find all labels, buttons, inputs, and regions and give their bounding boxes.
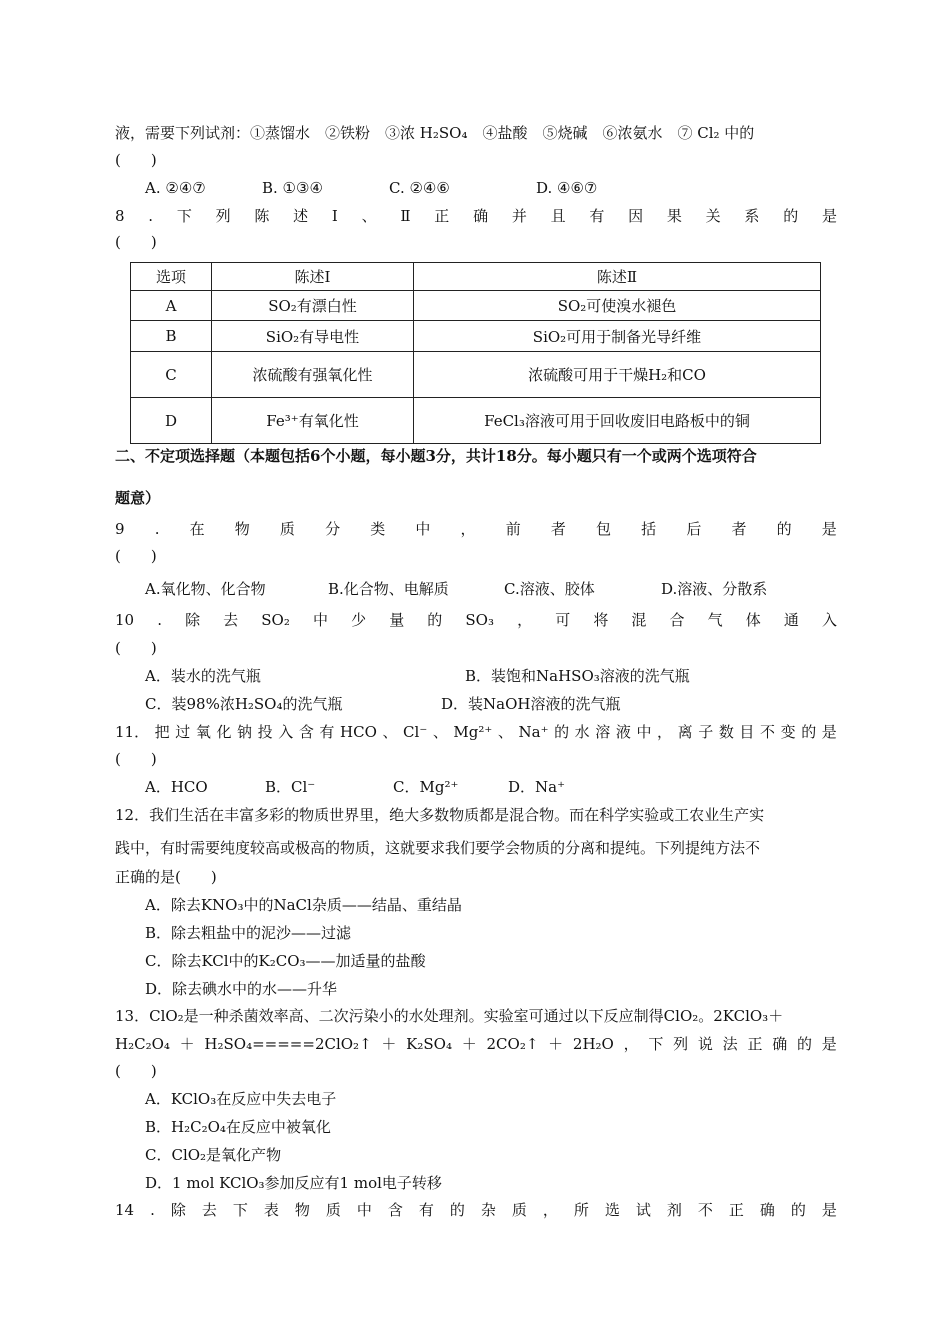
table-row [131, 291, 821, 321]
stem-token: 除 [170, 1201, 186, 1219]
stem-token: 因 [628, 207, 644, 225]
stem-token: ＋ [461, 1035, 477, 1053]
stem-token: 变 [780, 723, 796, 741]
stem-token: 选 [604, 1201, 620, 1219]
stem-token: 确 [772, 1035, 788, 1053]
table-header-row [131, 263, 821, 291]
stem-token: 去 [201, 1201, 217, 1219]
stem-token: Na⁺ [518, 723, 549, 741]
stem-token: 表 [263, 1201, 279, 1219]
q13-paren: ( ) [115, 1062, 157, 1080]
stem-token: 将 [593, 611, 609, 629]
q9-stem [115, 519, 837, 539]
stem-token: 的 [776, 520, 792, 538]
stem-token: 是 [821, 207, 837, 225]
stem-token: 液 [615, 723, 631, 741]
stem-token: 投 [257, 723, 273, 741]
stem-token: 中 [356, 1201, 372, 1219]
stem-token: 陈 [254, 207, 270, 225]
stem-token: 是 [821, 723, 837, 741]
stem-token: ＋ [179, 1035, 195, 1053]
q11-options [145, 777, 565, 797]
stem-token: 9 [115, 520, 125, 538]
stem-token: 离 [677, 723, 693, 741]
stem-token: 、 [432, 723, 448, 741]
table-cell: 浓硫酸有强氧化性 [212, 352, 414, 398]
q11-stem [115, 722, 837, 742]
q12-option-d: D．除去碘水中的水——升华 [145, 980, 338, 998]
stem-token: 的 [796, 1035, 812, 1053]
stem-token: ， [517, 611, 533, 629]
stem-token: Ⅱ [400, 207, 411, 225]
stem-token: 果 [666, 207, 682, 225]
stem-token: 8 [115, 207, 125, 225]
table-cell: D [131, 398, 212, 444]
stem-token: 下 [176, 207, 192, 225]
table-cell: SO₂有漂白性 [212, 291, 414, 321]
q13-option-d: D．1 mol KClO₃参加反应有1 mol电子转移 [145, 1174, 442, 1192]
q10-stem [115, 610, 837, 630]
stem-token: Ⅰ [331, 207, 338, 225]
stem-token: Cl⁻ [403, 723, 428, 741]
table-header-cell: 选项 [131, 263, 212, 291]
q12-stem-line2: 践中，有时需要纯度较高或极高的物质，这就要求我们要学会物质的分离和提纯。下列提纯方法不 [115, 839, 761, 857]
stem-token: 并 [511, 207, 527, 225]
q10-option-c: C．装98%浓H₂SO₄的洗气瓶 [145, 695, 343, 713]
stem-token: 、 [382, 723, 398, 741]
stem-token: 中 [312, 611, 328, 629]
q13-option-b: B．H₂C₂O₄在反应中被氧化 [145, 1118, 331, 1136]
stem-token: 中 [415, 520, 431, 538]
q10-options-row2 [145, 694, 620, 714]
stem-token: . [154, 520, 160, 538]
stem-token: 后 [686, 520, 702, 538]
stem-token: 说 [697, 1035, 713, 1053]
table-row [131, 398, 821, 444]
stem-token: 去 [223, 611, 239, 629]
q12-option-b: B．除去粗盐中的泥沙——过滤 [145, 924, 352, 942]
q9-option-b: B.化合物、电解质 [328, 580, 449, 598]
stem-token: 目 [739, 723, 755, 741]
stem-token: 水 [574, 723, 590, 741]
table-cell: SiO₂可用于制备光导纤维 [414, 321, 821, 352]
q14-stem [115, 1200, 837, 1220]
stem-token: 的 [790, 1201, 806, 1219]
stem-token: 述 [293, 207, 309, 225]
stem-token: 下 [232, 1201, 248, 1219]
table-cell: A [131, 291, 212, 321]
table-cell: SiO₂有导电性 [212, 321, 414, 352]
stem-token: 、 [497, 723, 513, 741]
stem-token: 不 [760, 723, 776, 741]
stem-token: ， [657, 723, 673, 741]
stem-token: 者 [550, 520, 566, 538]
stem-token: 正 [728, 1201, 744, 1219]
q12-stem-line3: 正确的是( ) [115, 868, 217, 886]
table-header-cell: 陈述Ⅰ [212, 263, 414, 291]
stem-token: 化 [216, 723, 232, 741]
q8-stem [115, 206, 837, 226]
table-cell: FeCl₃溶液可用于回收废旧电路板中的铜 [414, 398, 821, 444]
stem-token: Mg²⁺ [453, 723, 493, 741]
table-cell: Fe³⁺有氧化性 [212, 398, 414, 444]
stem-token: 包 [596, 520, 612, 538]
stem-token: 物 [294, 1201, 310, 1219]
stem-token: 系 [744, 207, 760, 225]
q7-option-d: D. ④⑥⑦ [536, 179, 598, 197]
table-row [131, 321, 821, 352]
stem-token: 的 [427, 611, 443, 629]
stem-token: 杂 [480, 1201, 496, 1219]
stem-token: HCO [340, 723, 377, 741]
q11-option-c: C．Mg²⁺ [393, 778, 459, 796]
q12-option-c: C．除去KCl中的K₂CO₃——加适量的盐酸 [145, 952, 426, 970]
q7-stem: 液，需要下列试剂：①蒸馏水 ②铁粉 ③浓 H₂SO₄ ④盐酸 ⑤烧碱 ⑥浓氨水 ⑦ Cl₂ 中的 [115, 124, 755, 142]
stem-token: 10 [115, 611, 135, 629]
stem-token: 除 [185, 611, 201, 629]
q12-stem-line1: 12．我们生活在丰富多彩的物质世界里，绝大多数物质都是混合物。而在科学实验或工农业生产实 [115, 806, 765, 824]
stem-token: 确 [759, 1201, 775, 1219]
stem-token: . [150, 1201, 155, 1219]
stem-token: 可 [555, 611, 571, 629]
stem-token: 的 [554, 723, 570, 741]
q13-stem-line2 [115, 1034, 837, 1054]
stem-token: 含 [387, 1201, 403, 1219]
stem-token: ， [460, 520, 476, 538]
q12-option-a: A．除去KNO₃中的NaCl杂质——结晶、重结晶 [145, 896, 462, 914]
stem-token: 关 [705, 207, 721, 225]
q11-option-d: D．Na⁺ [508, 778, 566, 796]
stem-token: 正 [434, 207, 450, 225]
stem-token: 2H₂O [572, 1035, 614, 1053]
q7-option-a: A. ②④⑦ [145, 179, 206, 197]
stem-token: 正 [747, 1035, 763, 1053]
stem-token: 2CO₂↑ [486, 1035, 539, 1053]
stem-token: SO₃ [465, 611, 494, 629]
table-cell: C [131, 352, 212, 398]
stem-token: 氧 [195, 723, 211, 741]
stem-token: 入 [278, 723, 294, 741]
q9-option-c: C.溶液、胶体 [504, 580, 595, 598]
table-cell: SO₂可使溴水褪色 [414, 291, 821, 321]
stem-token: 是 [821, 520, 837, 538]
stem-token: ＋ [381, 1035, 397, 1053]
stem-token: 且 [550, 207, 566, 225]
stem-token: SO₂ [261, 611, 290, 629]
q9-option-a: A.氧化物、化合物 [145, 580, 266, 598]
stem-token: 在 [189, 520, 205, 538]
stem-token: 、 [361, 207, 377, 225]
stem-token: 法 [722, 1035, 738, 1053]
stem-token: 钠 [237, 723, 253, 741]
stem-token: 数 [718, 723, 734, 741]
stem-token: 通 [783, 611, 799, 629]
stem-token: 的 [449, 1201, 465, 1219]
q13-option-c: C．ClO₂是氧化产物 [145, 1146, 282, 1164]
q8-table [130, 262, 821, 444]
q10-option-b: B．装饱和NaHSO₃溶液的洗气瓶 [465, 667, 690, 685]
stem-token: ＋ [548, 1035, 564, 1053]
stem-token: 不 [697, 1201, 713, 1219]
q11-option-a: A．HCO [145, 778, 208, 796]
q10-options-row1 [145, 666, 690, 686]
stem-token: 混 [631, 611, 647, 629]
stem-token: 物 [234, 520, 250, 538]
q9-paren: ( ) [115, 547, 157, 565]
stem-token: . [157, 611, 162, 629]
stem-token: 列 [673, 1035, 689, 1053]
q9-options [145, 579, 767, 599]
q8-paren: ( ) [115, 233, 157, 251]
q13-stem-line1: 13．ClO₂是一种杀菌效率高、二次污染小的水处理剂。实验室可通过以下反应制得ClO₂。2KClO₃＋ [115, 1007, 784, 1025]
stem-token: 类 [370, 520, 386, 538]
q10-option-d: D．装NaOH溶液的洗气瓶 [441, 695, 621, 713]
stem-token: 质 [511, 1201, 527, 1219]
stem-token: 的 [801, 723, 817, 741]
stem-token: 入 [821, 611, 837, 629]
table-row [131, 352, 821, 398]
stem-token: . [148, 207, 154, 225]
q10-paren: ( ) [115, 639, 157, 657]
stem-token: 有 [319, 723, 335, 741]
stem-token: ， [542, 1201, 558, 1219]
stem-token: 剂 [666, 1201, 682, 1219]
stem-token: 分 [325, 520, 341, 538]
stem-token: 质 [325, 1201, 341, 1219]
stem-token: 试 [635, 1201, 651, 1219]
stem-token: 溶 [595, 723, 611, 741]
stem-token: 体 [745, 611, 761, 629]
stem-token: 的 [783, 207, 799, 225]
stem-token: 过 [175, 723, 191, 741]
stem-token: ， [623, 1035, 639, 1053]
stem-token: 量 [389, 611, 405, 629]
q7-options [145, 178, 597, 198]
stem-token: 是 [821, 1201, 837, 1219]
stem-token: H₂C₂O₄ [115, 1035, 170, 1053]
stem-token: 括 [641, 520, 657, 538]
q11-paren: ( ) [115, 750, 157, 768]
stem-token: 中 [636, 723, 652, 741]
stem-token: 下 [648, 1035, 664, 1053]
stem-token: H₂SO₄=====2ClO₂↑ [204, 1035, 372, 1053]
stem-token: 是 [821, 1035, 837, 1053]
stem-token: 气 [707, 611, 723, 629]
stem-token: 确 [473, 207, 489, 225]
q9-option-d: D.溶液、分散系 [661, 580, 768, 598]
stem-token: 者 [731, 520, 747, 538]
table-header-cell: 陈述Ⅱ [414, 263, 821, 291]
stem-token: 有 [418, 1201, 434, 1219]
table-cell: 浓硫酸可用于干燥H₂和CO [414, 352, 821, 398]
stem-token: 把 [154, 723, 170, 741]
stem-token: 14 [115, 1201, 135, 1219]
stem-token: 前 [505, 520, 521, 538]
stem-token: 含 [298, 723, 314, 741]
q11-option-b: B．Cl⁻ [265, 778, 316, 796]
table-cell: B [131, 321, 212, 352]
section-heading: 二、不定项选择题（本题包括6个小题，每小题3分，共计18分。每小题只有一个或两个选项符合 [115, 447, 757, 465]
q10-option-a: A．装水的洗气瓶 [145, 667, 261, 685]
stem-token: K₂SO₄ [406, 1035, 452, 1053]
q7-option-c: C. ②④⑥ [389, 179, 450, 197]
stem-token: 列 [215, 207, 231, 225]
stem-token: 少 [351, 611, 367, 629]
section-heading-cont: 题意） [115, 489, 161, 507]
stem-token: 质 [279, 520, 295, 538]
stem-token: 11． [115, 723, 150, 741]
stem-token: 所 [573, 1201, 589, 1219]
stem-token: 合 [669, 611, 685, 629]
q7-paren: ( ) [115, 151, 157, 169]
stem-token: 有 [589, 207, 605, 225]
stem-token: 子 [698, 723, 714, 741]
q7-option-b: B. ①③④ [262, 179, 323, 197]
q13-option-a: A．KClO₃在反应中失去电子 [145, 1090, 337, 1108]
